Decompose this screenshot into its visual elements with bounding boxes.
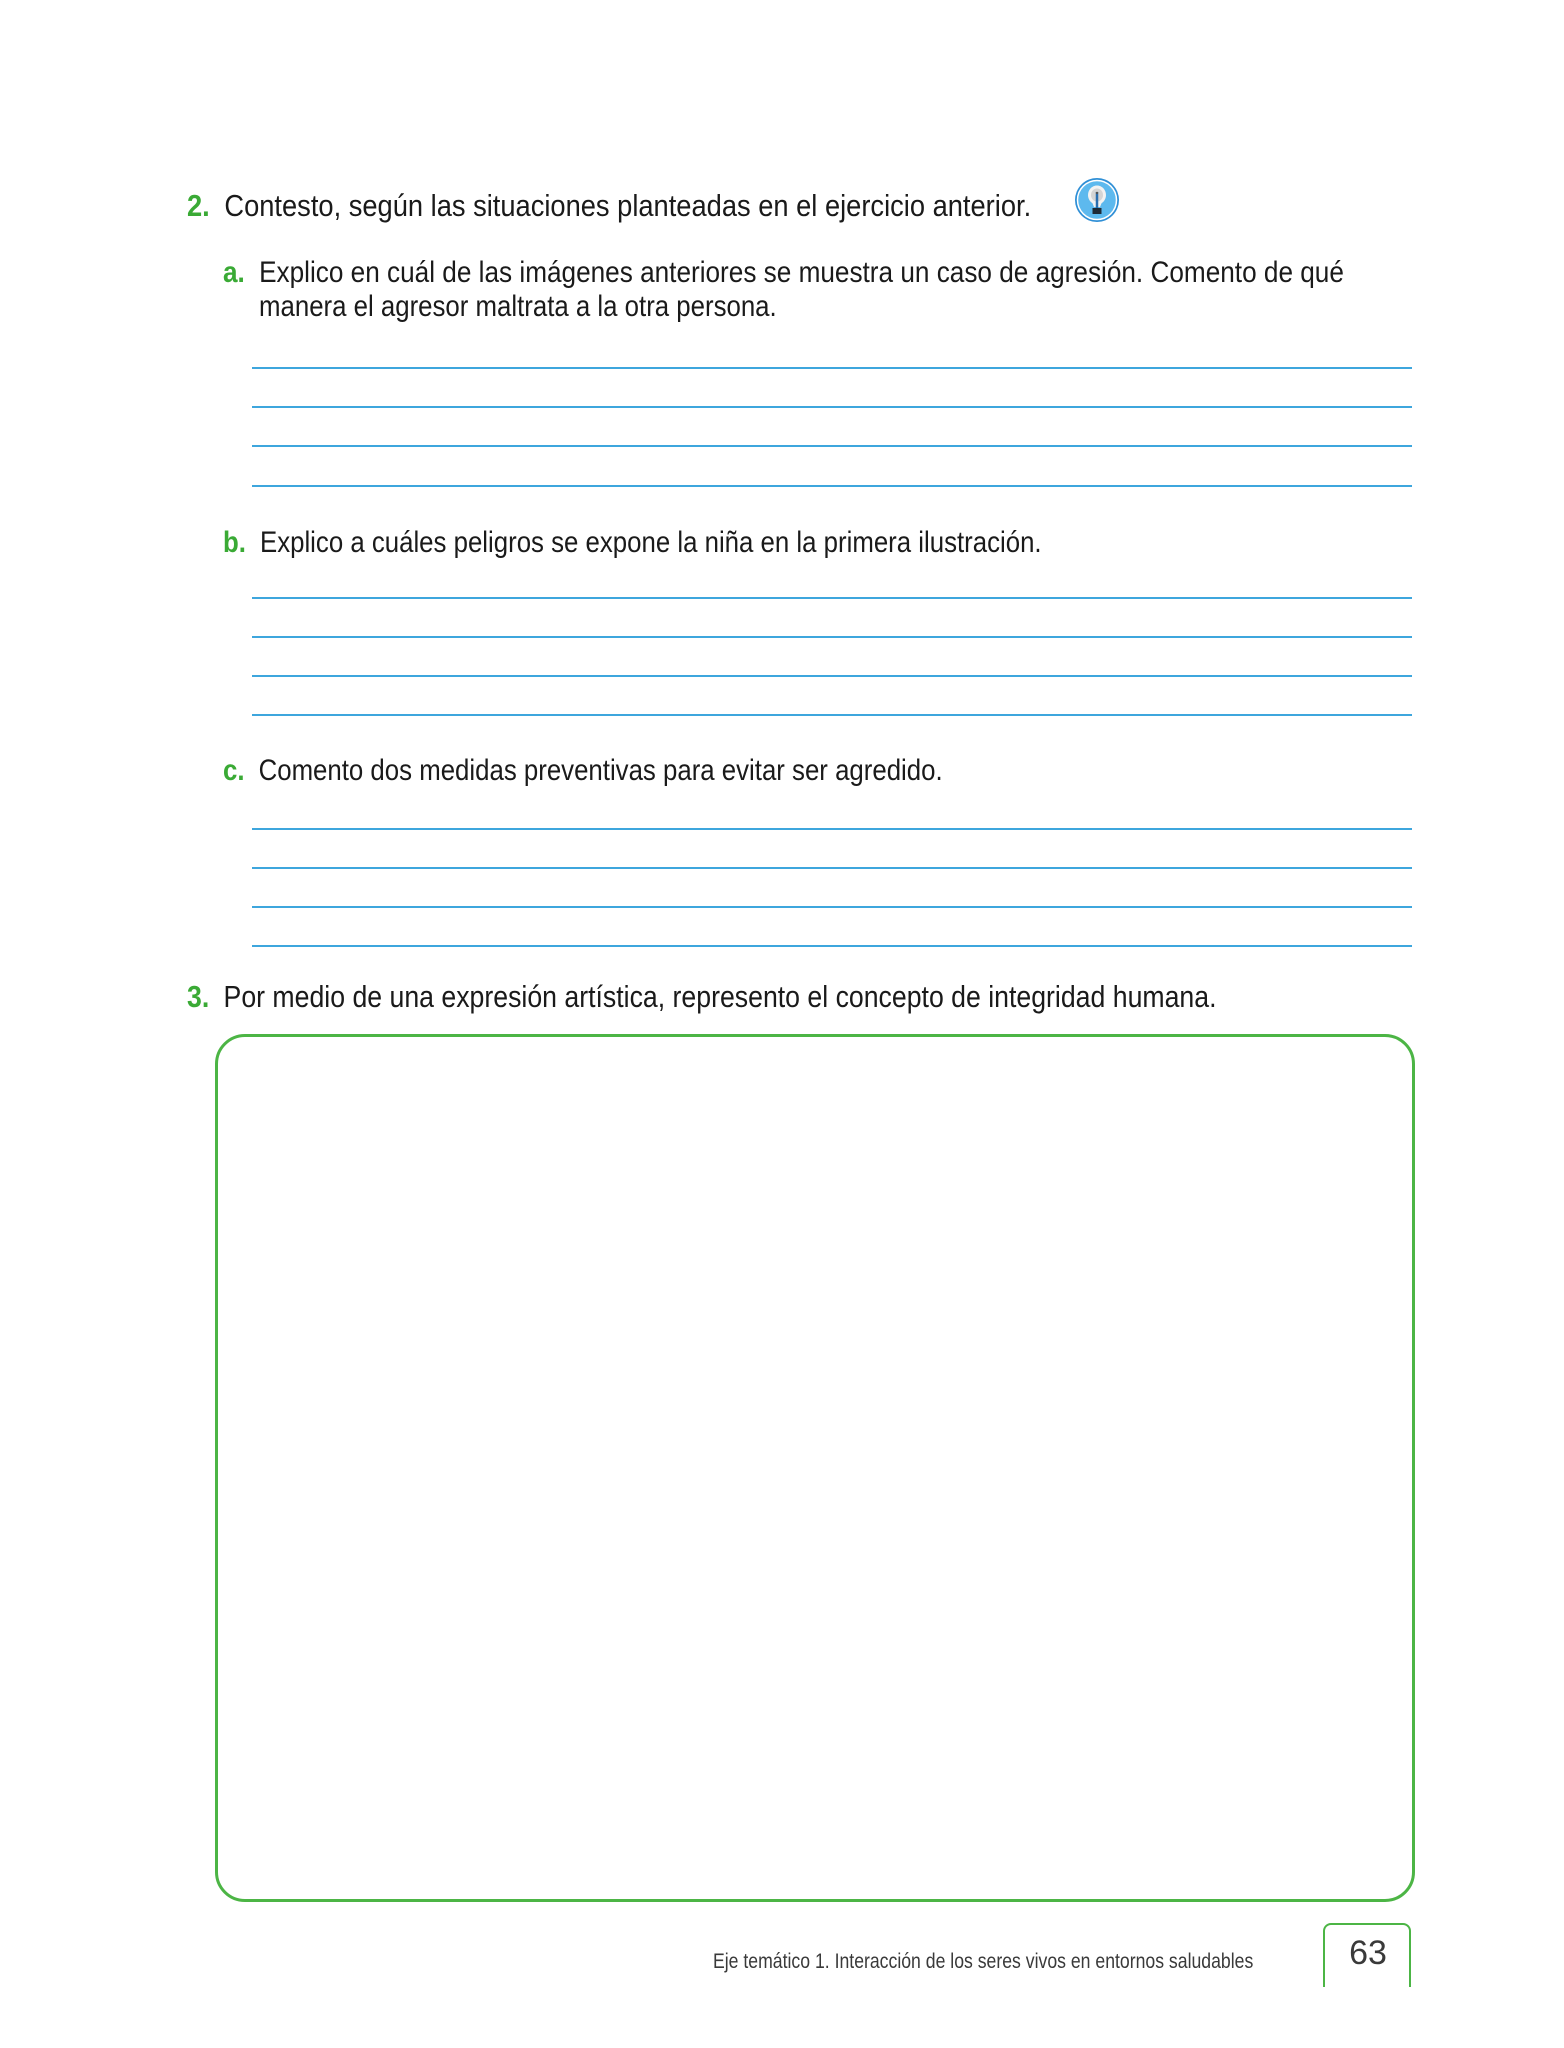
answer-line-a-1[interactable] [252,367,1412,369]
artistic-expression-drawing-area[interactable] [215,1034,1415,1902]
question-2-heading [187,186,1031,226]
subquestion-b-text: Explico a cuáles peligros se expone la niña en la primera ilustración. [259,526,1042,559]
subquestion-c [223,751,943,791]
subquestion-a-label: a. [223,256,245,289]
subquestion-c-text: Comento dos medidas preventivas para evitar ser agredido. [258,754,943,787]
footer-axis-title: Eje temático 1. Interacción de los seres vivos en entornos saludables [713,1950,1254,1973]
answer-line-c-1[interactable] [252,828,1412,830]
answer-line-b-4[interactable] [252,714,1412,716]
subquestion-a-line-2 [259,287,777,327]
question-2-number: 2. [187,188,210,223]
answer-line-b-3[interactable] [252,675,1412,677]
answer-line-b-2[interactable] [252,636,1412,638]
question-2-text: Contesto, según las situaciones planteadas en el ejercicio anterior. [224,188,1032,223]
lightbulb-icon [1073,176,1121,224]
subquestion-a-text-line-2: manera el agresor maltrata a la otra persona. [259,290,777,323]
question-3-heading [187,977,1217,1017]
answer-line-a-3[interactable] [252,445,1412,447]
answer-line-c-3[interactable] [252,906,1412,908]
answer-line-c-4[interactable] [252,945,1412,947]
subquestion-c-label: c. [223,754,245,787]
question-3-text: Por medio de una expresión artística, represento el concepto de integridad humana. [223,979,1217,1014]
subquestion-b-label: b. [223,526,246,559]
page-number: 63 [1349,1934,1387,1972]
question-3-number: 3. [187,979,210,1014]
subquestion-b [223,523,1042,563]
answer-line-b-1[interactable] [252,597,1412,599]
answer-line-c-2[interactable] [252,867,1412,869]
subquestion-a-text-line-1: Explico en cuál de las imágenes anteriores se muestra un caso de agresión. Comento de qué [259,256,1344,289]
answer-line-a-4[interactable] [252,485,1412,487]
answer-line-a-2[interactable] [252,406,1412,408]
